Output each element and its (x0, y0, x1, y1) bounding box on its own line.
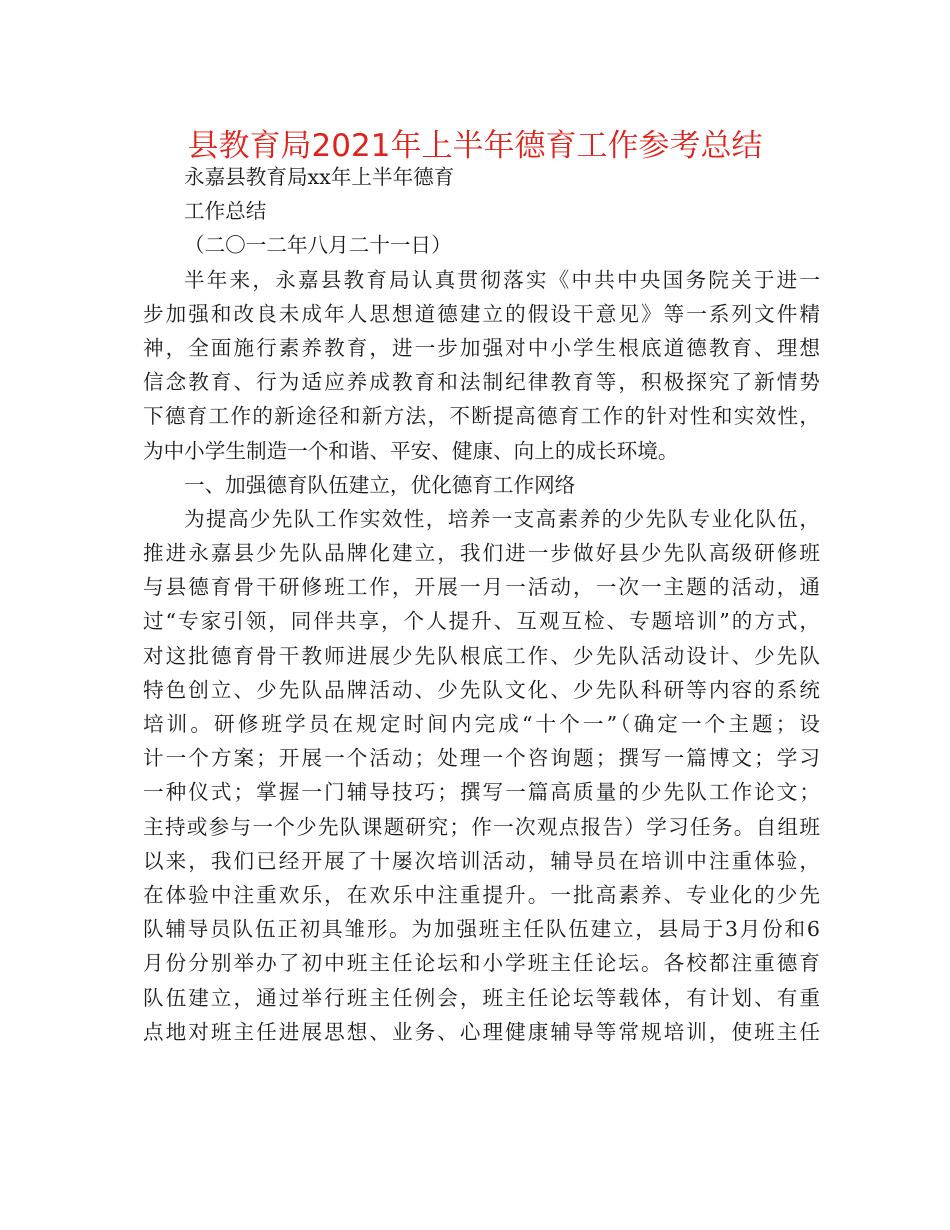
body-line: 推进永嘉县少先队品牌化建立，我们进一步做好县少先队高级研修班 (143, 541, 820, 566)
body-line: 对这批德育骨干教师进展少先队根底工作、少先队活动设计、少先队 (143, 643, 820, 668)
body-line: 队辅导员队伍正初具雏形。为加强班主任队伍建立，县局于3月份和6 (143, 917, 820, 942)
document-title: 县教育局2021年上半年德育工作参考总结 (187, 128, 763, 164)
body-line: 与县德育骨干研修班工作，开展一月一活动，一次一主题的活动，通 (143, 575, 820, 600)
body-line: 月份分别举办了初中班主任论坛和小学班主任论坛。各校都注重德育 (143, 951, 820, 976)
body-line: 一种仪式；掌握一门辅导技巧；撰写一篇高质量的少先队工作论文； (143, 780, 820, 805)
body-line: 神，全面施行素养教育，进一步加强对中小学生根底道德教育、理想 (143, 335, 820, 360)
body-line: 计一个方案；开展一个活动；处理一个咨询题；撰写一篇博文；学习 (143, 746, 820, 771)
body-line: 以来，我们已经开展了十屡次培训活动，辅导员在培训中注重体验， (143, 848, 820, 873)
body-line: 一、加强德育队伍建立，优化德育工作网络 (184, 472, 576, 497)
body-line: 工作总结 (184, 199, 267, 224)
body-line: 特色创立、少先队品牌活动、少先队文化、少先队科研等内容的系统 (143, 677, 820, 702)
body-line: 在体验中注重欢乐，在欢乐中注重提升。一批高素养、专业化的少先 (143, 882, 820, 907)
body-line: 点地对班主任进展思想、业务、心理健康辅导等常规培训，使班主任 (143, 1019, 820, 1044)
body-line: 下德育工作的新途径和新方法，不断提高德育工作的针对性和实效性， (143, 404, 820, 429)
document-body (143, 160, 820, 1049)
body-line: 永嘉县教育局xx年上半年德育 (184, 165, 455, 189)
body-line: 主持或参与一个少先队课题研究；作一次观点报告）学习任务。自组班 (143, 814, 820, 839)
body-line: （二〇一二年八月二十一日） (184, 233, 452, 258)
body-line: 队伍建立，通过举行班主任例会，班主任论坛等载体，有计划、有重 (143, 985, 820, 1010)
body-line: 信念教育、行为适应养成教育和法制纪律教育等，积极探究了新情势 (143, 370, 820, 395)
body-line: 为提高少先队工作实效性，培养一支高素养的少先队专业化队伍， (184, 506, 820, 531)
body-line: 过“专家引领，同伴共享，个人提升、互观互检、专题培训”的方式， (143, 609, 820, 634)
body-line: 步加强和改良未成年人思想道德建立的假设干意见》等一系列文件精 (143, 301, 820, 326)
body-line: 为中小学生制造一个和谐、平安、健康、向上的成长环境。 (143, 438, 679, 463)
body-line: 半年来，永嘉县教育局认真贯彻落实《中共中央国务院关于进一 (184, 267, 820, 292)
body-line: 培训。研修班学员在规定时间内完成“十个一”（确定一个主题；设 (143, 712, 820, 736)
